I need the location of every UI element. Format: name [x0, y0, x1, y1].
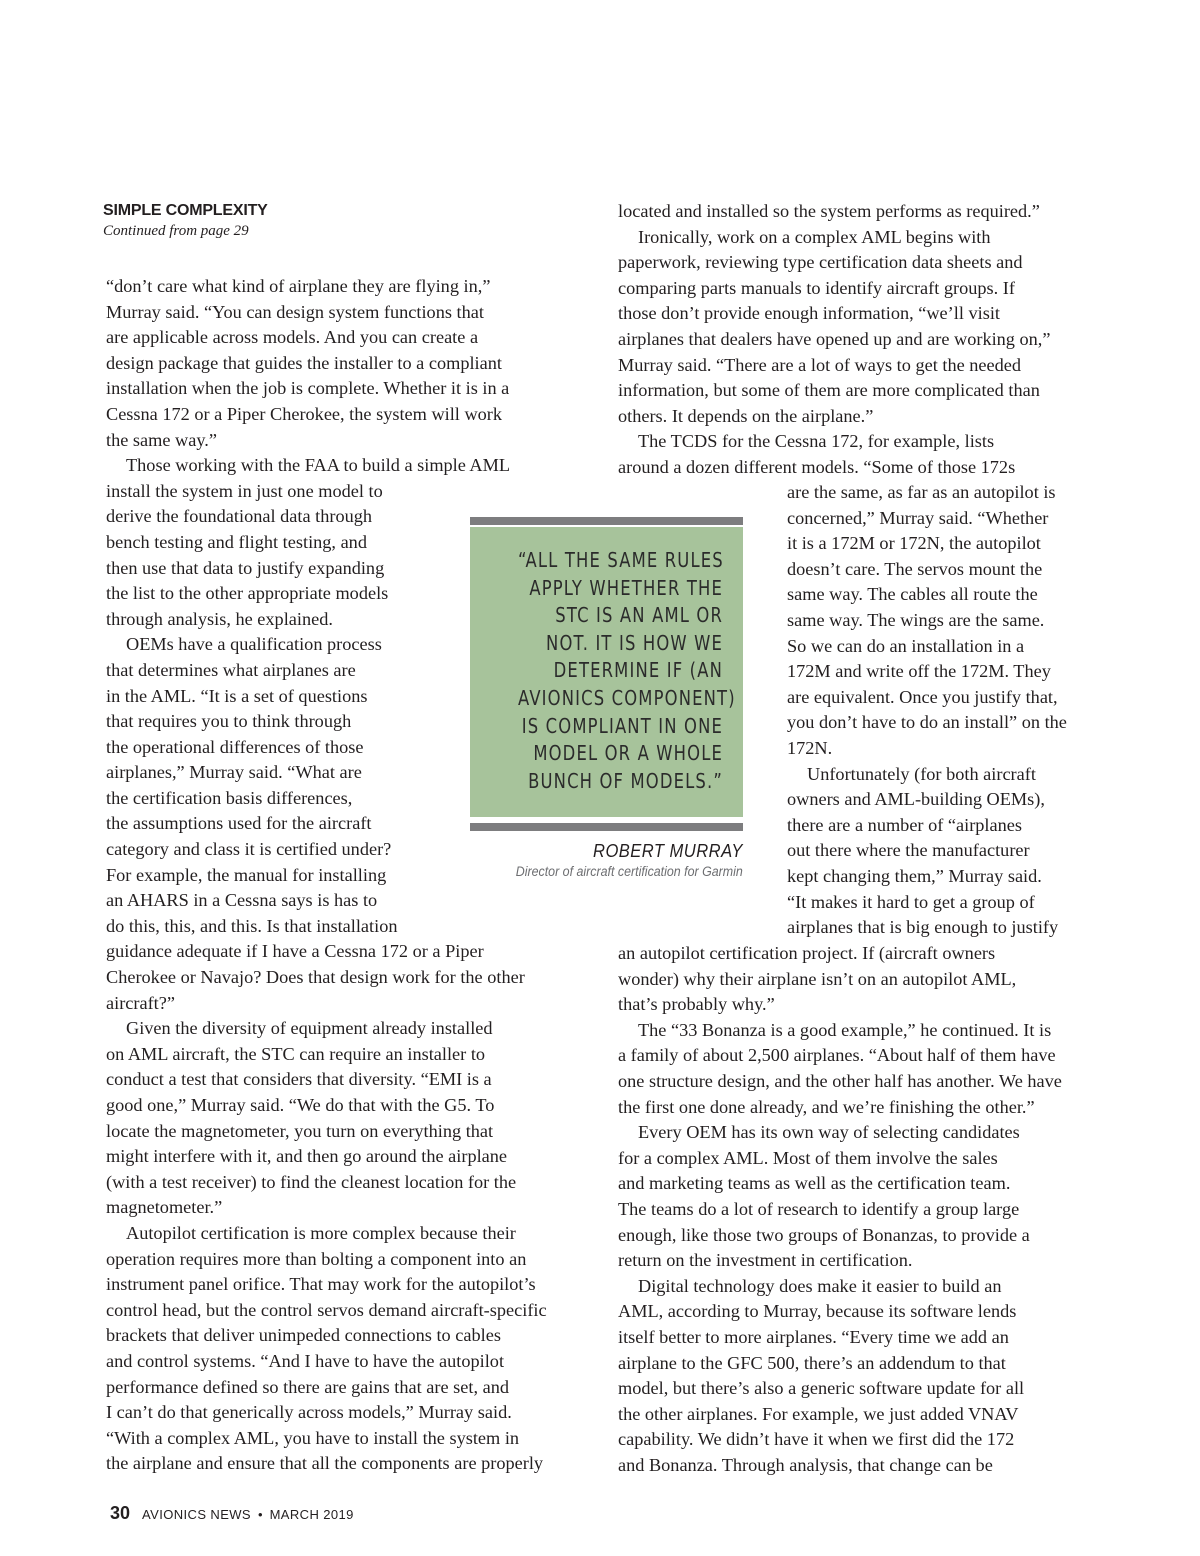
- text-line: are equivalent. Once you justify that,: [787, 686, 1058, 707]
- text-line: locate the magnetometer, you turn on everything that: [106, 1120, 494, 1141]
- text-line: information, but some of them are more complicated than: [618, 380, 1040, 401]
- text-line: the certification basis differences,: [106, 787, 353, 808]
- text-line: itself better to more airplanes. “Every time we add an: [618, 1326, 1009, 1347]
- text-line: the first one done already, and we’re finishing the other.”: [618, 1096, 1035, 1117]
- text-line: in the AML. “It is a set of questions: [106, 685, 368, 706]
- text-line: kept changing them,” Murray said.: [787, 865, 1042, 886]
- text-line: located and installed so the system performs as required.”: [618, 201, 1040, 221]
- text-line: that determines what airplanes are: [106, 659, 356, 680]
- text-line: the operational differences of those: [106, 736, 364, 757]
- text-line: might interfere with it, and then go around the airplane: [106, 1146, 508, 1167]
- issue-date: MARCH 2019: [269, 1507, 354, 1522]
- pull-quote-line: DETERMINE IF (AN: [553, 658, 723, 683]
- text-line: installation when the job is complete. Whether it is in a: [106, 378, 510, 399]
- text-line: I can’t do that generically across models,” Murray said.: [106, 1402, 512, 1423]
- text-line: then use that data to justify expanding: [106, 557, 385, 578]
- text-line: conduct a test that considers that diversity. “EMI is a: [106, 1069, 492, 1090]
- publication-name: AVIONICS NEWS: [142, 1507, 252, 1522]
- text-line: Autopilot certification is more complex because their: [126, 1222, 516, 1243]
- text-line: install the system in just one model to: [106, 480, 383, 501]
- text-line: an AHARS in a Cessna says is has to: [106, 890, 378, 911]
- text-line: design package that guides the installer to a compliant: [106, 352, 502, 373]
- text-line: operation requires more than bolting a component into an: [106, 1248, 527, 1269]
- text-line: Those working with the FAA to build a simple AML: [126, 455, 511, 476]
- text-line: Ironically, work on a complex AML begins with: [638, 226, 991, 247]
- pull-quote-line: STC IS AN AML OR: [555, 603, 723, 628]
- pull-quote-line: AVIONICS COMPONENT): [518, 685, 736, 710]
- text-line: Murray said. “There are a lot of ways to get the needed: [618, 354, 1022, 375]
- text-line: owners and AML-building OEMs),: [787, 789, 1045, 810]
- text-line: 172N.: [787, 737, 833, 758]
- text-line: that’s probably why.”: [618, 994, 775, 1015]
- text-line: airplane to the GFC 500, there’s an addendum to that: [618, 1352, 1006, 1373]
- right-column-top: [618, 199, 1050, 481]
- text-line: on AML aircraft, the STC can require an installer to: [106, 1043, 486, 1064]
- text-line: return on the investment in certification.: [618, 1250, 913, 1271]
- text-line: “It makes it hard to get a group of: [787, 891, 1035, 912]
- text-line: instrument panel orifice. That may work for the autopilot’s: [106, 1274, 536, 1295]
- text-line: airplanes that is big enough to justify: [787, 917, 1059, 938]
- text-line: the other airplanes. For example, we just added VNAV: [618, 1403, 1019, 1424]
- text-line: magnetometer.”: [106, 1197, 223, 1218]
- text-line: around a dozen different models. “Some of those 172s: [618, 456, 1016, 477]
- text-line: through analysis, he explained.: [106, 608, 333, 629]
- right-column-bottom: [618, 941, 1062, 1478]
- text-line: Every OEM has its own way of selecting candidates: [638, 1122, 1020, 1143]
- text-line: others. It depends on the airplane.”: [618, 405, 874, 426]
- text-line: and control systems. “And I have to have the autopilot: [106, 1350, 505, 1371]
- pull-quote-line: MODEL OR A WHOLE: [533, 741, 723, 766]
- text-line: do this, this, and this. Is that installation: [106, 915, 398, 936]
- quote-attribution-name: ROBERT MURRAY: [593, 841, 743, 861]
- text-line: The “33 Bonanza is a good example,” he continued. It is: [638, 1019, 1052, 1040]
- text-line: one structure design, and the other half has another. We have: [618, 1070, 1062, 1091]
- pull-quote-line: “ALL THE SAME RULES: [518, 548, 724, 572]
- text-line: enough, like those two groups of Bonanzas, to provide a: [618, 1224, 1030, 1245]
- text-line: are applicable across models. And you can create a: [106, 327, 479, 348]
- text-line: category and class it is certified under?: [106, 839, 392, 860]
- text-line: derive the foundational data through: [106, 506, 373, 527]
- text-line: guidance adequate if I have a Cessna 172 or a Piper: [106, 941, 484, 962]
- text-line: Cessna 172 or a Piper Cherokee, the system will work: [106, 403, 503, 424]
- text-line: AML, according to Murray, because its software lends: [618, 1301, 1017, 1322]
- text-line: aircraft?”: [106, 992, 175, 1013]
- page-number: 30: [110, 1503, 131, 1523]
- text-line: capability. We didn’t have it when we first did the 172: [618, 1429, 1015, 1450]
- continued-note: Continued from page 29: [103, 223, 249, 239]
- text-line: So we can do an installation in a: [787, 635, 1025, 656]
- quote-attribution-title: Director of aircraft certification for Garmin: [515, 864, 743, 879]
- pull-quote-line: IS COMPLIANT IN ONE: [521, 713, 723, 738]
- text-line: airplanes,” Murray said. “What are: [106, 762, 362, 783]
- text-line: performance defined so there are gains that are set, and: [106, 1376, 510, 1397]
- text-line: it is a 172M or 172N, the autopilot: [787, 533, 1041, 554]
- text-line: same way. The cables all route the: [787, 584, 1038, 605]
- section-title: SIMPLE COMPLEXITY: [103, 202, 268, 219]
- text-line: Digital technology does make it easier to build an: [638, 1275, 1002, 1296]
- text-line: model, but there’s also a generic software update for all: [618, 1378, 1025, 1399]
- text-line: are the same, as far as an autopilot is: [787, 482, 1056, 502]
- right-column-narrow: [787, 480, 1067, 941]
- text-line: Given the diversity of equipment already installed: [126, 1018, 493, 1039]
- pull-quote-line: APPLY WHETHER THE: [529, 575, 723, 600]
- pull-quote-box: [470, 527, 743, 817]
- text-line: those don’t provide enough information, “we’ll visit: [618, 303, 1000, 324]
- text-line: the same way.”: [106, 429, 217, 450]
- text-line: brackets that deliver unimpeded connections to cables: [106, 1325, 501, 1346]
- text-line: comparing parts manuals to identify aircraft groups. If: [618, 277, 1015, 298]
- text-line: the list to the other appropriate models: [106, 583, 389, 604]
- pull-quote-line: BUNCH OF MODELS.”: [528, 768, 723, 793]
- text-line: For example, the manual for installing: [106, 864, 387, 885]
- pull-quote-top-bar: [470, 517, 743, 525]
- text-line: “With a complex AML, you have to install the system in: [106, 1427, 520, 1448]
- text-line: the airplane and ensure that all the components are properly: [106, 1453, 544, 1474]
- text-line: an autopilot certification project. If (aircraft owners: [618, 943, 996, 963]
- footer-separator: •: [258, 1507, 263, 1522]
- text-line: bench testing and flight testing, and: [106, 531, 367, 552]
- text-line: and Bonanza. Through analysis, that change can be: [618, 1454, 993, 1475]
- text-line: Unfortunately (for both aircraft: [807, 763, 1036, 784]
- text-line: 172M and write off the 172M. They: [787, 661, 1051, 682]
- pull-quote-text: [518, 547, 736, 795]
- text-line: a family of about 2,500 airplanes. “About half of them have: [618, 1045, 1056, 1066]
- text-line: Cherokee or Navajo? Does that design work for the other: [106, 967, 525, 988]
- text-line: and marketing teams as well as the certification team.: [618, 1173, 1011, 1194]
- text-line: out there where the manufacturer: [787, 840, 1030, 861]
- text-line: The TCDS for the Cessna 172, for example, lists: [638, 431, 995, 452]
- text-line: The teams do a lot of research to identify a group large: [618, 1198, 1020, 1219]
- text-line: “don’t care what kind of airplane they are flying in,”: [106, 276, 491, 296]
- text-line: you don’t have to do an install” on the: [787, 712, 1067, 733]
- pull-quote-line: NOT. IT IS HOW WE: [546, 630, 723, 655]
- text-line: that requires you to think through: [106, 711, 352, 732]
- text-line: OEMs have a qualification process: [126, 634, 382, 655]
- text-line: doesn’t care. The servos mount the: [787, 558, 1043, 579]
- page-footer: [110, 1503, 354, 1524]
- text-line: paperwork, reviewing type certification data sheets and: [618, 252, 1023, 273]
- text-line: the assumptions used for the aircraft: [106, 813, 372, 834]
- text-line: there are a number of “airplanes: [787, 814, 1022, 835]
- text-line: control head, but the control servos demand aircraft-specific: [106, 1299, 547, 1320]
- text-line: same way. The wings are the same.: [787, 609, 1045, 630]
- text-line: wonder) why their airplane isn’t on an autopilot AML,: [618, 968, 1017, 989]
- text-line: airplanes that dealers have opened up and are working on,”: [618, 328, 1051, 349]
- text-line: (with a test receiver) to find the cleanest location for the: [106, 1171, 517, 1192]
- text-line: Murray said. “You can design system functions that: [106, 301, 484, 322]
- text-line: for a complex AML. Most of them involve the sales: [618, 1147, 998, 1168]
- left-column: [106, 274, 547, 1477]
- text-line: concerned,” Murray said. “Whether: [787, 507, 1049, 528]
- pull-quote-bottom-bar: [470, 823, 743, 831]
- text-line: good one,” Murray said. “We do that with the G5. To: [106, 1095, 495, 1115]
